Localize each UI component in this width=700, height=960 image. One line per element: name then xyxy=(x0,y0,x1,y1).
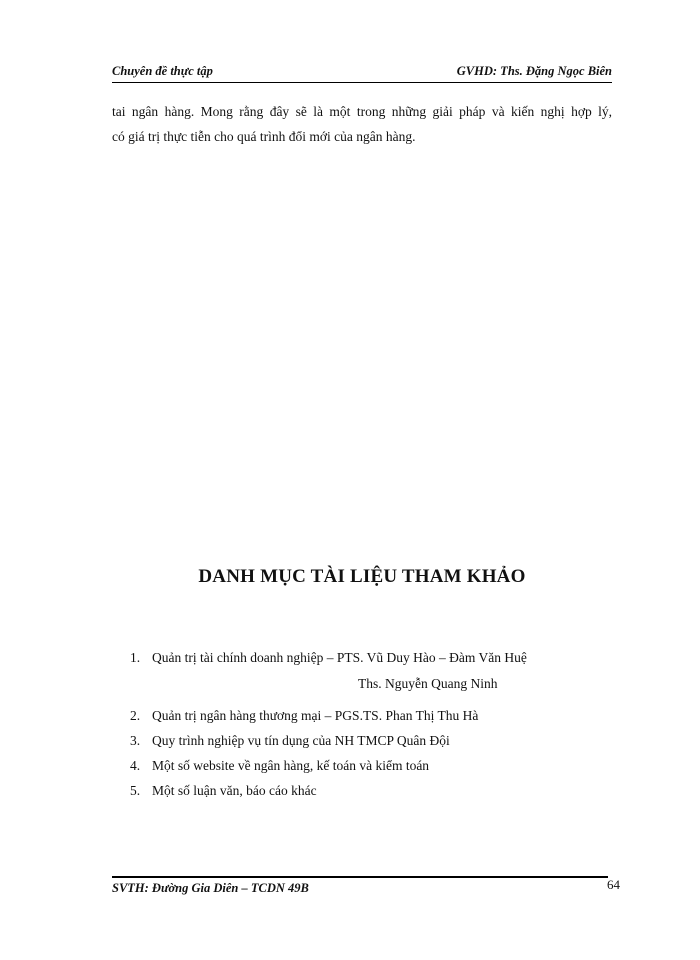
references-list xyxy=(130,648,610,806)
header-course-title: Chuyên đề thực tập xyxy=(112,64,213,78)
reference-text: Quản trị tài chính doanh nghiệp – PTS. Vũ Duy Hào – Đàm Văn Huệ xyxy=(152,650,527,665)
page-header xyxy=(112,64,612,84)
body-paragraph xyxy=(112,99,612,149)
reference-text: Một số luận văn, báo cáo khác xyxy=(152,783,317,798)
reference-item xyxy=(130,781,610,806)
reference-text: Một số website về ngân hàng, kế toán và kiểm toán xyxy=(152,758,430,773)
reference-item xyxy=(130,648,610,706)
header-divider xyxy=(112,82,612,83)
reference-number: 3. xyxy=(130,733,141,748)
reference-number: 5. xyxy=(130,783,141,798)
reference-text: Quản trị ngân hàng thương mại – PGS.TS. Phan Thị Thu Hà xyxy=(152,708,479,723)
reference-text-continuation: Ths. Nguyễn Quang Ninh xyxy=(358,676,498,691)
page-number: 64 xyxy=(607,877,620,892)
references-title: DANH MỤC TÀI LIỆU THAM KHẢO xyxy=(198,566,526,587)
reference-number: 4. xyxy=(130,758,141,773)
footer-divider xyxy=(112,876,608,878)
reference-item xyxy=(130,731,610,756)
reference-item xyxy=(130,706,610,731)
reference-text: Quy trình nghiệp vụ tín dụng của NH TMCP Quân Đội xyxy=(152,733,450,748)
reference-number: 1. xyxy=(130,650,141,665)
footer-student-info: SVTH: Đường Gia Diên – TCDN 49B xyxy=(112,881,309,895)
body-line-1: tai ngân hàng. Mong rằng đây sẽ là một trong những giải pháp và kiến nghị hợp lý, xyxy=(112,104,612,119)
body-line-2: có giá trị thực tiễn cho quá trình đổi mới của ngân hàng. xyxy=(112,129,416,144)
reference-item xyxy=(130,756,610,781)
header-supervisor: GVHD: Ths. Đặng Ngọc Biên xyxy=(456,64,612,78)
reference-number: 2. xyxy=(130,708,141,723)
